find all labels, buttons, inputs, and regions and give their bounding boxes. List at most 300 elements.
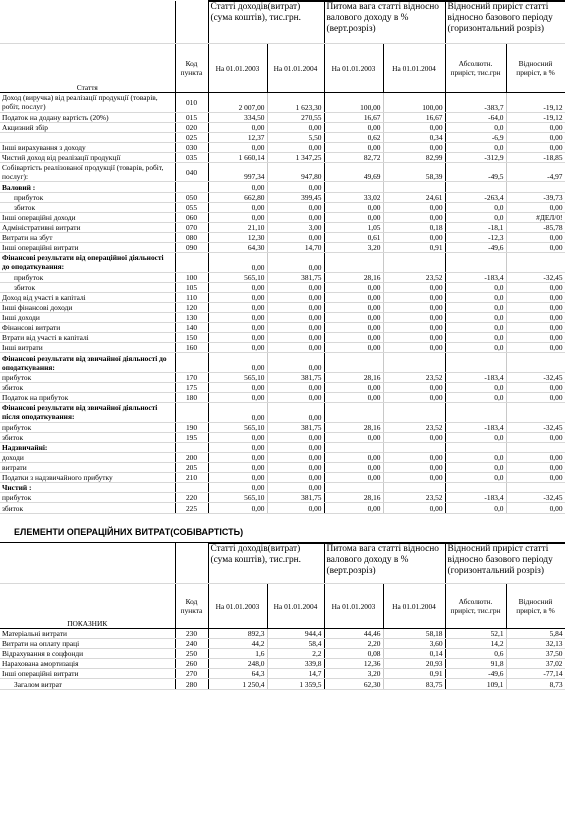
table-row [0, 669, 565, 679]
row-value-p2: 0,00 [383, 343, 445, 353]
row-value-abs: 0,0 [445, 432, 506, 442]
row-value-v1: 2 007,00 [208, 93, 267, 113]
row-value-v1: 12,30 [208, 232, 267, 242]
row-value-abs [445, 483, 506, 493]
row-value-p2: 0,91 [383, 669, 445, 679]
row-value-abs: 0,0 [445, 463, 506, 473]
row-value-rel: -32,45 [506, 372, 565, 382]
table-row [0, 659, 565, 669]
row-value-v2: 0,00 [267, 452, 324, 462]
header-rel-growth: Відносний приріст, в % [506, 44, 565, 93]
row-label: збиток [0, 282, 175, 292]
row-value-abs: 0,0 [445, 473, 506, 483]
row-value-p2: 0,00 [383, 382, 445, 392]
row-value-v2: 0,00 [267, 503, 324, 513]
row-value-v2: 0,00 [267, 253, 324, 273]
row-value-v2: 0,00 [267, 343, 324, 353]
row-code: 070 [175, 222, 208, 232]
row-value-p2: 0,34 [383, 132, 445, 142]
row-value-v2: 0,00 [267, 463, 324, 473]
row-value-rel: 0,00 [506, 463, 565, 473]
row-value-abs: 52,1 [445, 629, 506, 639]
row-value-v1: 0,00 [208, 343, 267, 353]
row-value-abs: -64,0 [445, 112, 506, 122]
table-row [0, 422, 565, 432]
row-value-p1: 3,20 [324, 243, 383, 253]
row-value-v1: 0,00 [208, 403, 267, 423]
row-code: 270 [175, 669, 208, 679]
row-value-p2 [383, 253, 445, 273]
row-value-v1: 0,00 [208, 212, 267, 222]
table-row [0, 292, 565, 302]
row-value-p2: 0,00 [383, 323, 445, 333]
row-value-abs: 0,0 [445, 282, 506, 292]
row-code: 205 [175, 463, 208, 473]
row-code: 195 [175, 432, 208, 442]
row-value-p2 [383, 182, 445, 192]
s2-header-date2-amount: На 01.01.2004 [267, 584, 324, 629]
s2-col-group-share: Питома вага статті відносно валового доходу в %(верт.розріз) [324, 543, 445, 584]
row-value-rel: -32,45 [506, 272, 565, 282]
row-value-abs: -49,6 [445, 669, 506, 679]
row-value-p2: 20,93 [383, 659, 445, 669]
row-value-p1: 0,61 [324, 232, 383, 242]
row-value-p2: 0,00 [383, 463, 445, 473]
row-value-abs: 91,8 [445, 659, 506, 669]
row-value-p2: 0,00 [383, 503, 445, 513]
table-row [0, 302, 565, 312]
row-value-abs [445, 253, 506, 273]
row-code: 020 [175, 122, 208, 132]
row-value-p1: 28,16 [324, 272, 383, 282]
row-code: 160 [175, 343, 208, 353]
table-row [0, 493, 565, 503]
row-value-rel [506, 442, 565, 452]
row-value-abs [445, 403, 506, 423]
row-label: збиток [0, 432, 175, 442]
row-value-p2: 16,67 [383, 112, 445, 122]
row-value-rel: 0,00 [506, 503, 565, 513]
header-abs-growth: Абсолютн. приріст, тис.грн [445, 44, 506, 93]
row-value-p2: 0,00 [383, 452, 445, 462]
row-value-v1: 0,00 [208, 432, 267, 442]
row-label: Чистий доход від реалізації продукції [0, 152, 175, 162]
row-value-p1 [324, 442, 383, 452]
row-value-p2: 3,60 [383, 639, 445, 649]
row-label: Собівартість реалізованої продукції (товарів, робіт, послуг): [0, 162, 175, 182]
table-row [0, 323, 565, 333]
row-value-v2: 947,80 [267, 162, 324, 182]
row-value-rel: 37,02 [506, 659, 565, 669]
s2-col-group-amounts: Статті доходів(витрат) (сума коштів), тис.грн. [208, 543, 324, 584]
row-value-v2: 0,00 [267, 442, 324, 452]
header-stattia: Стаття [0, 44, 175, 93]
row-value-v1: 248,0 [208, 659, 267, 669]
table-row [0, 142, 565, 152]
table-row [0, 182, 565, 192]
row-value-rel: -19,12 [506, 93, 565, 113]
row-value-v1: 64,30 [208, 243, 267, 253]
row-value-p1: 1,05 [324, 222, 383, 232]
row-label: Відрахування в соцфонди [0, 649, 175, 659]
row-value-p1: 0,62 [324, 132, 383, 142]
row-code: 150 [175, 333, 208, 343]
row-value-p1: 0,00 [324, 382, 383, 392]
row-value-p1: 16,67 [324, 112, 383, 122]
row-value-v2: 0,00 [267, 302, 324, 312]
row-value-p2: 83,75 [383, 679, 445, 689]
row-value-p1: 0,08 [324, 649, 383, 659]
row-value-abs: 0,0 [445, 142, 506, 152]
row-value-v2: 5,50 [267, 132, 324, 142]
header-date1-share: На 01.01.2003 [324, 44, 383, 93]
row-label: доходи [0, 452, 175, 462]
row-code [175, 353, 208, 373]
row-value-p1 [324, 253, 383, 273]
row-value-v2: 0,00 [267, 282, 324, 292]
row-value-rel: 8,73 [506, 679, 565, 689]
row-value-abs: 14,2 [445, 639, 506, 649]
row-value-p2: 0,91 [383, 243, 445, 253]
row-value-v1: 0,00 [208, 463, 267, 473]
table-row [0, 132, 565, 142]
row-code [175, 253, 208, 273]
table-row [0, 152, 565, 162]
header-code: Код пункта [175, 44, 208, 93]
row-value-v2: 58,4 [267, 639, 324, 649]
row-label: збиток [0, 503, 175, 513]
row-value-p2: 0,00 [383, 333, 445, 343]
row-code: 130 [175, 313, 208, 323]
row-code: 025 [175, 132, 208, 142]
row-value-rel: 0,00 [506, 142, 565, 152]
row-value-v2: 944,4 [267, 629, 324, 639]
row-value-v1: 0,00 [208, 503, 267, 513]
row-value-rel: 0,00 [506, 382, 565, 392]
table-row [0, 202, 565, 212]
row-value-v1: 334,50 [208, 112, 267, 122]
row-value-v1: 12,37 [208, 132, 267, 142]
row-value-abs: -12,3 [445, 232, 506, 242]
row-value-p2: 0,00 [383, 282, 445, 292]
row-value-p2: 0,00 [383, 202, 445, 212]
s2-header-rel-growth: Відносний приріст, в % [506, 584, 565, 629]
row-value-rel: 5,84 [506, 629, 565, 639]
row-value-p2: 0,00 [383, 212, 445, 222]
row-label: Інші доходи [0, 313, 175, 323]
row-label: Інші операційні витрати [0, 243, 175, 253]
row-value-rel: 0,00 [506, 432, 565, 442]
row-label: Інші витрати [0, 343, 175, 353]
row-code: 280 [175, 679, 208, 689]
row-value-v1: 1 250,4 [208, 679, 267, 689]
expense-rows [0, 629, 565, 690]
row-value-p2: 0,00 [383, 302, 445, 312]
row-value-p1: 0,00 [324, 333, 383, 343]
row-value-abs: 0,0 [445, 393, 506, 403]
row-value-p1: 0,00 [324, 432, 383, 442]
row-value-v1: 0,00 [208, 382, 267, 392]
header-row-groups [0, 1, 565, 44]
table-row [0, 679, 565, 689]
row-value-v2: 381,75 [267, 272, 324, 282]
row-label: прибуток [0, 372, 175, 382]
row-label: Матеріальні витрати [0, 629, 175, 639]
row-code: 175 [175, 382, 208, 392]
row-value-p2: 0,00 [383, 122, 445, 132]
s2-header-code: Код пункта [175, 584, 208, 629]
row-value-p2: 0,00 [383, 432, 445, 442]
row-value-rel: -32,45 [506, 422, 565, 432]
row-value-v2: 0,00 [267, 212, 324, 222]
row-value-v2: 0,00 [267, 353, 324, 373]
row-value-p1 [324, 483, 383, 493]
table-row [0, 432, 565, 442]
table-row [0, 112, 565, 122]
row-value-v1: 64,3 [208, 669, 267, 679]
row-label: збиток [0, 382, 175, 392]
row-value-p1: 0,00 [324, 463, 383, 473]
table-row [0, 483, 565, 493]
row-value-v2: 0,00 [267, 403, 324, 423]
row-value-abs: 0,0 [445, 323, 506, 333]
row-code: 180 [175, 393, 208, 403]
s2-header-date2-share: На 01.01.2004 [383, 584, 445, 629]
row-value-v2: 0,00 [267, 333, 324, 343]
row-value-rel: 0,00 [506, 302, 565, 312]
row-label: Податок на додану вартість (20%) [0, 112, 175, 122]
s2-header-date1-share: На 01.01.2003 [324, 584, 383, 629]
row-value-v1: 21,10 [208, 222, 267, 232]
row-label [0, 132, 175, 142]
row-value-v2: 3,00 [267, 222, 324, 232]
row-value-v2: 0,00 [267, 142, 324, 152]
row-label: Валовий : [0, 182, 175, 192]
row-value-abs: 0,0 [445, 452, 506, 462]
row-value-v2: 14,7 [267, 669, 324, 679]
row-label: Фінансові витрати [0, 323, 175, 333]
section2-title: ЕЛЕМЕНТИ ОПЕРАЦІЙНИХ ВИТРАТ(СОБІВАРТІСТЬ) [0, 524, 565, 543]
row-value-rel: 0,00 [506, 393, 565, 403]
row-value-rel: 0,00 [506, 132, 565, 142]
row-value-rel: -32,45 [506, 493, 565, 503]
row-value-p1 [324, 403, 383, 423]
row-label: Втрати від участі в капіталі [0, 333, 175, 343]
row-value-p1: 0,00 [324, 393, 383, 403]
row-value-v2: 0,00 [267, 483, 324, 493]
row-value-abs: 0,0 [445, 302, 506, 312]
row-value-abs: -183,4 [445, 422, 506, 432]
table-row [0, 452, 565, 462]
s2-header-pokaznyk: ПОКАЗНИК [0, 584, 175, 629]
row-value-rel [506, 253, 565, 273]
row-code: 220 [175, 493, 208, 503]
row-value-abs: 0,0 [445, 202, 506, 212]
table-row [0, 393, 565, 403]
table-row [0, 503, 565, 513]
table-row [0, 639, 565, 649]
row-value-v1: 662,80 [208, 192, 267, 202]
row-value-v1: 0,00 [208, 202, 267, 212]
row-value-abs: 0,0 [445, 382, 506, 392]
header-date2-amount: На 01.01.2004 [267, 44, 324, 93]
table-row [0, 272, 565, 282]
row-value-p2 [383, 353, 445, 373]
row-value-v1: 997,34 [208, 162, 267, 182]
header-row-columns [0, 44, 565, 93]
row-value-v1: 0,00 [208, 473, 267, 483]
row-code: 200 [175, 452, 208, 462]
row-value-p1: 0,00 [324, 503, 383, 513]
row-label: Інші операційні витрати [0, 669, 175, 679]
row-label: Податок на прибуток [0, 393, 175, 403]
row-value-abs: 0,0 [445, 292, 506, 302]
row-code: 105 [175, 282, 208, 292]
row-code: 230 [175, 629, 208, 639]
row-value-v2: 0,00 [267, 202, 324, 212]
row-label: Фінансові результати від звичайної діяльності після оподаткування: [0, 403, 175, 423]
row-code: 055 [175, 202, 208, 212]
row-label: Інші вирахування з доходу [0, 142, 175, 152]
row-value-abs: -6,9 [445, 132, 506, 142]
row-value-v1: 1,6 [208, 649, 267, 659]
row-value-rel: #ДЕЛ/0! [506, 212, 565, 222]
row-value-p2: 23,52 [383, 493, 445, 503]
row-value-p2: 58,39 [383, 162, 445, 182]
table-row [0, 313, 565, 323]
row-value-p2: 58,18 [383, 629, 445, 639]
table-row [0, 463, 565, 473]
table-row [0, 212, 565, 222]
row-value-v1: 0,00 [208, 452, 267, 462]
row-code: 060 [175, 212, 208, 222]
row-value-rel: 0,00 [506, 343, 565, 353]
row-label: прибуток [0, 493, 175, 503]
table-row [0, 333, 565, 343]
row-value-abs: 0,0 [445, 212, 506, 222]
row-value-rel: 0,00 [506, 122, 565, 132]
row-label: прибуток [0, 192, 175, 202]
row-value-abs: 0,0 [445, 122, 506, 132]
row-code: 170 [175, 372, 208, 382]
row-value-p1: 0,00 [324, 282, 383, 292]
row-value-p2: 24,61 [383, 192, 445, 202]
row-value-rel: 0,00 [506, 243, 565, 253]
row-value-rel: 0,00 [506, 202, 565, 212]
row-code: 240 [175, 639, 208, 649]
row-value-v2: 381,75 [267, 372, 324, 382]
row-value-v1: 0,00 [208, 253, 267, 273]
row-value-v2: 399,45 [267, 192, 324, 202]
row-value-abs [445, 353, 506, 373]
row-value-v1: 0,00 [208, 353, 267, 373]
row-value-p1: 28,16 [324, 422, 383, 432]
table-row [0, 122, 565, 132]
row-value-v1: 0,00 [208, 313, 267, 323]
table-row [0, 372, 565, 382]
row-value-v1: 565,10 [208, 372, 267, 382]
row-code: 015 [175, 112, 208, 122]
row-value-rel: -18,85 [506, 152, 565, 162]
row-value-v1: 565,10 [208, 493, 267, 503]
row-value-rel: -77,14 [506, 669, 565, 679]
row-value-p1: 28,16 [324, 372, 383, 382]
row-value-v2: 0,00 [267, 473, 324, 483]
row-label: Інші фінансові доходи [0, 302, 175, 312]
row-value-p1: 28,16 [324, 493, 383, 503]
row-value-v1: 44,2 [208, 639, 267, 649]
table-row [0, 442, 565, 452]
row-value-v2: 381,75 [267, 493, 324, 503]
row-label: Чистий : [0, 483, 175, 493]
row-label: Витрати на оплату праці [0, 639, 175, 649]
table-row [0, 629, 565, 639]
row-value-abs: -312,9 [445, 152, 506, 162]
row-value-v2: 1 347,25 [267, 152, 324, 162]
header-date2-share: На 01.01.2004 [383, 44, 445, 93]
row-value-p1: 44,46 [324, 629, 383, 639]
row-value-v2: 0,00 [267, 382, 324, 392]
row-value-p1: 0,00 [324, 343, 383, 353]
table-row [0, 473, 565, 483]
row-value-p2: 0,14 [383, 649, 445, 659]
row-value-rel [506, 483, 565, 493]
row-value-rel: 0,00 [506, 313, 565, 323]
row-value-v2: 1 359,5 [267, 679, 324, 689]
row-code: 010 [175, 93, 208, 113]
row-value-abs: -183,4 [445, 272, 506, 282]
row-code: 225 [175, 503, 208, 513]
row-value-rel [506, 353, 565, 373]
row-value-p2: 0,00 [383, 292, 445, 302]
row-value-p1: 0,00 [324, 142, 383, 152]
row-value-p2: 100,00 [383, 93, 445, 113]
row-value-p2: 82,99 [383, 152, 445, 162]
row-value-p1: 0,00 [324, 302, 383, 312]
row-value-v1: 0,00 [208, 122, 267, 132]
row-value-p1: 0,00 [324, 452, 383, 462]
col-group-amounts: Статті доходів(витрат) (сума коштів), тис.грн. [208, 1, 324, 44]
row-label: Доход (виручка) від реалізації продукції (товарів, робіт, послуг) [0, 93, 175, 113]
row-value-p1 [324, 182, 383, 192]
row-code: 120 [175, 302, 208, 312]
row-value-p1: 100,00 [324, 93, 383, 113]
row-value-p1: 2,20 [324, 639, 383, 649]
table-row [0, 382, 565, 392]
row-label: Загалом витрат [0, 679, 175, 689]
row-value-p2: 0,18 [383, 222, 445, 232]
row-label: витрати [0, 463, 175, 473]
row-value-v2: 0,00 [267, 292, 324, 302]
row-value-p1: 0,00 [324, 313, 383, 323]
row-value-v1: 565,10 [208, 272, 267, 282]
row-value-v1: 0,00 [208, 182, 267, 192]
row-code: 260 [175, 659, 208, 669]
row-code [175, 182, 208, 192]
row-label: прибуток [0, 272, 175, 282]
row-value-v1: 0,00 [208, 333, 267, 343]
row-value-abs [445, 182, 506, 192]
row-label: Нарахована амортизація [0, 659, 175, 669]
row-value-p2: 0,00 [383, 473, 445, 483]
row-value-p1 [324, 353, 383, 373]
row-value-rel: 0,00 [506, 323, 565, 333]
table-row [0, 403, 565, 423]
table-row [0, 162, 565, 182]
row-value-v2: 0,00 [267, 393, 324, 403]
row-value-p2: 0,00 [383, 142, 445, 152]
income-table-body [0, 1, 565, 93]
